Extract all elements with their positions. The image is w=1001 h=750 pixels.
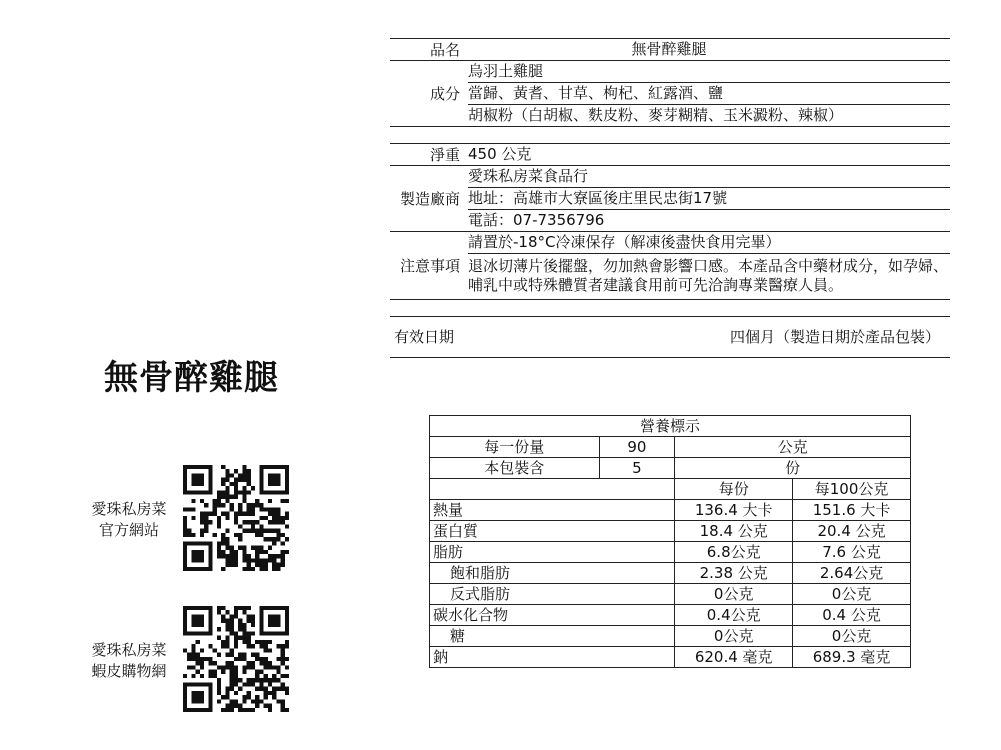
servings-per-pack-value: 5 — [599, 458, 675, 479]
qr-official-label — [74, 499, 184, 541]
qr-shopee-label — [74, 640, 184, 682]
nutrition-row — [430, 626, 911, 647]
nutrient-per-serving: 18.4 公克 — [675, 521, 793, 542]
nutrient-name: 飽和脂肪 — [430, 563, 675, 584]
nutrient-per-serving: 2.38 公克 — [675, 563, 793, 584]
product-info-table — [390, 38, 950, 358]
expiry-value: 四個月（製造日期於產品包裝） — [729, 328, 940, 346]
nutrient-per-serving: 0公克 — [675, 584, 793, 605]
nutrition-row — [430, 500, 911, 521]
nutrient-per-100g: 7.6 公克 — [793, 542, 911, 563]
nutrient-name: 糖 — [430, 626, 675, 647]
nutrient-per-serving: 136.4 大卡 — [675, 500, 793, 521]
nutrition-row — [430, 521, 911, 542]
info-row-expiry — [390, 317, 950, 358]
ingredient-line: 當歸、黃耆、甘草、枸杞、紅露酒、鹽 — [468, 82, 950, 104]
maker-name: 愛珠私房菜食品行 — [468, 167, 589, 185]
ingredient-line: 烏羽土雞腿 — [468, 62, 544, 80]
nutrient-name: 碳水化合物 — [430, 605, 675, 626]
nutrient-per-serving: 0.4公克 — [675, 605, 793, 626]
name-label: 品名 — [429, 41, 460, 59]
nutrient-per-100g: 0公克 — [793, 626, 911, 647]
nutrient-name: 鈉 — [430, 647, 675, 668]
maker-address: 地址：高雄市大寮區後庄里民忠街17號 — [468, 187, 950, 209]
info-row-maker — [390, 166, 950, 232]
nutrient-name: 熱量 — [430, 500, 675, 521]
maker-phone: 電話：07-7356796 — [468, 209, 950, 231]
nutrition-row — [430, 605, 911, 626]
serving-size-unit: 公克 — [675, 437, 911, 458]
maker-label: 製造廠商 — [399, 190, 460, 208]
nutrient-per-serving: 620.4 毫克 — [675, 647, 793, 668]
servings-per-pack-unit: 份 — [675, 458, 911, 479]
info-row-name — [390, 38, 950, 61]
nutrient-per-100g: 2.64公克 — [793, 563, 911, 584]
info-row-notes — [390, 232, 950, 300]
qr-shopee-label-line1: 愛珠私房菜 — [91, 641, 167, 659]
weight-value: 450 公克 — [468, 145, 532, 163]
info-row-weight — [390, 144, 950, 166]
nutrition-row — [430, 647, 911, 668]
nutrition-table — [429, 415, 911, 668]
nutrient-name: 蛋白質 — [430, 521, 675, 542]
nutrient-per-serving: 6.8公克 — [675, 542, 793, 563]
nutrient-per-100g: 20.4 公克 — [793, 521, 911, 542]
qr-official-label-line2: 官方網站 — [98, 521, 159, 539]
serving-size-value: 90 — [599, 437, 675, 458]
divider — [390, 300, 950, 317]
column-header-blank — [430, 479, 675, 500]
nutrition-row — [430, 542, 911, 563]
nutrition-row — [430, 584, 911, 605]
serving-size-label: 每一份量 — [430, 437, 600, 458]
nutrient-per-serving: 0公克 — [675, 626, 793, 647]
servings-per-pack-label: 本包裝含 — [430, 458, 600, 479]
column-header-per-100g: 每100公克 — [793, 479, 911, 500]
qr-code-official-site[interactable] — [183, 465, 289, 571]
nutrient-name: 反式脂肪 — [430, 584, 675, 605]
qr-code-shopee[interactable] — [183, 606, 289, 712]
weight-label: 淨重 — [429, 146, 460, 164]
product-title: 無骨醉雞腿 — [104, 358, 279, 398]
nutrient-name: 脂肪 — [430, 542, 675, 563]
qr-code-icon — [183, 465, 289, 571]
nutrition-row — [430, 563, 911, 584]
nutrient-per-100g: 0公克 — [793, 584, 911, 605]
qr-official-label-line1: 愛珠私房菜 — [91, 500, 167, 518]
divider — [390, 127, 950, 144]
nutrient-per-100g: 689.3 毫克 — [793, 647, 911, 668]
expiry-label: 有效日期 — [394, 328, 455, 346]
qr-shopee-label-line2: 蝦皮購物網 — [91, 662, 167, 680]
column-header-per-serving: 每份 — [675, 479, 793, 500]
nutrient-per-100g: 151.6 大卡 — [793, 500, 911, 521]
qr-code-icon — [183, 606, 289, 712]
name-value: 無骨醉雞腿 — [631, 40, 707, 58]
notes-label: 注意事項 — [399, 257, 460, 275]
ingredients-label: 成分 — [429, 85, 460, 103]
serving-note: 退冰切薄片後擺盤，勿加熱會影響口感。本產品含中藥材成分，如孕婦、哺乳中或特殊體質者建議食用前可先洽詢專業醫療人員。 — [468, 257, 949, 294]
storage-note: 請置於-18°C冷凍保存（解凍後盡快食用完畢） — [468, 232, 950, 254]
ingredient-line: 胡椒粉（白胡椒、麩皮粉、麥芽糊精、玉米澱粉、辣椒） — [468, 104, 950, 126]
nutrition-title: 營養標示 — [430, 416, 911, 437]
nutrient-per-100g: 0.4 公克 — [793, 605, 911, 626]
info-row-ingredients — [390, 61, 950, 127]
